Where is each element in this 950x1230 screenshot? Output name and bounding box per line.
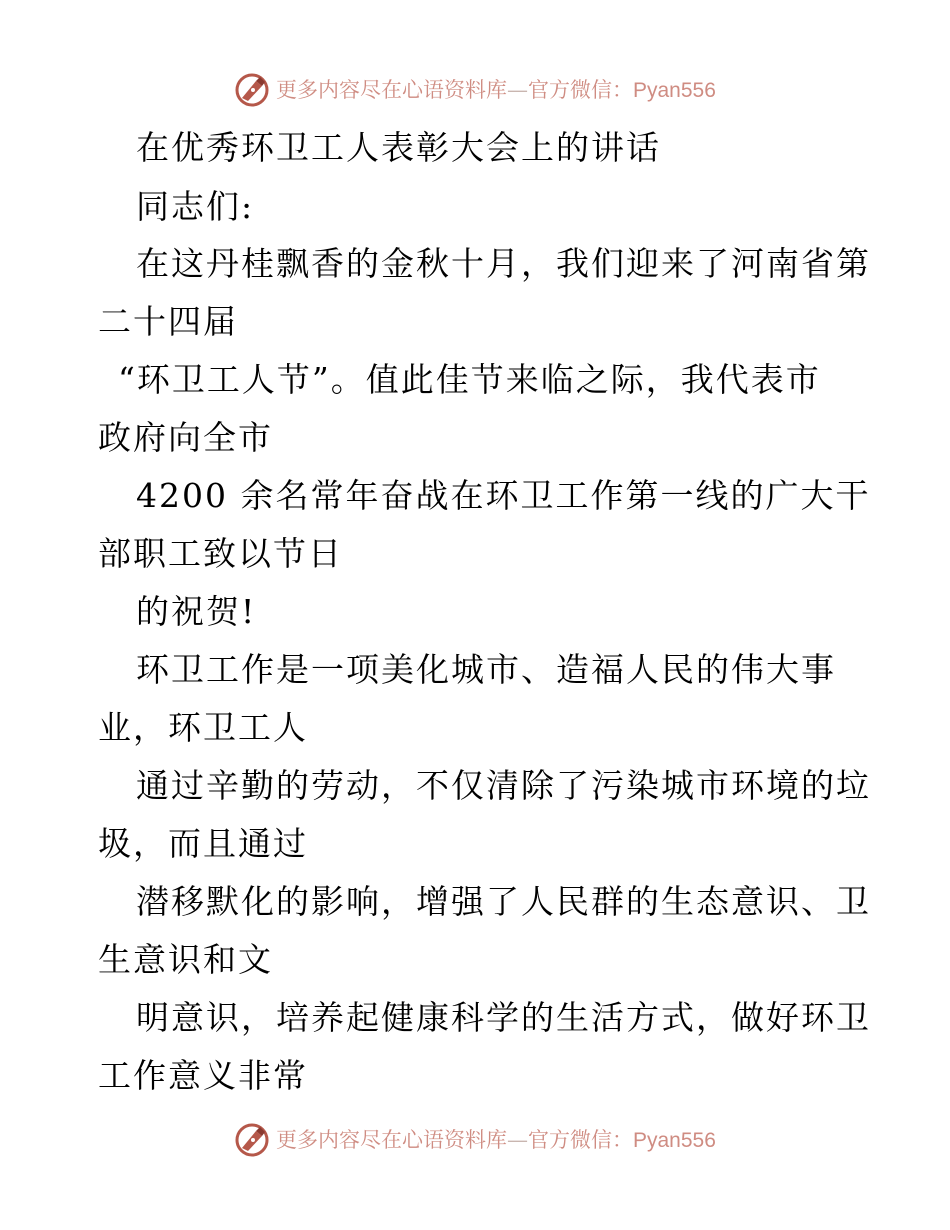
- pen-nib-circle-icon: [234, 72, 270, 108]
- watermark-text: [276, 1127, 716, 1154]
- body-line: 明意识，培养起健康科学的生活方式，做好环卫: [136, 998, 871, 1037]
- watermark-text: [276, 77, 716, 104]
- watermark-site-text: 更多内容尽在心语资料库: [276, 78, 507, 102]
- watermark-wechat-label: 官方微信：: [528, 1128, 633, 1152]
- body-line: 业，环卫工人: [98, 708, 308, 747]
- body-line: 通过辛勤的劳动，不仅清除了污染城市环境的垃: [136, 766, 871, 805]
- watermark-wechat-id: Pyan556: [633, 1129, 716, 1152]
- body-line: 环卫工作是一项美化城市、造福人民的伟大事: [136, 650, 836, 689]
- footer-watermark: [0, 1122, 950, 1158]
- body-line: 二十四届: [98, 302, 238, 341]
- pen-nib-circle-icon: [234, 1122, 270, 1158]
- body-line: 潜移默化的影响，增强了人民群的生态意识、卫: [136, 882, 871, 921]
- watermark-wechat-id: Pyan556: [633, 79, 716, 102]
- body-line: 部职工致以节日: [98, 534, 343, 573]
- body-line: 工作意义非常: [98, 1056, 308, 1095]
- watermark-separator: —: [507, 78, 528, 102]
- body-line: “环卫工人节”。值此佳节来临之际，我代表市: [118, 360, 821, 399]
- body-line: 生意识和文: [98, 940, 273, 979]
- salutation: 同志们:: [136, 187, 255, 226]
- body-line: 的祝贺!: [136, 592, 257, 631]
- body-line: 政府向全市: [98, 418, 273, 457]
- body-line: 4200 余名常年奋战在环卫工作第一线的广大干: [136, 476, 871, 515]
- body-line: 圾，而且通过: [98, 824, 308, 863]
- watermark-site-text: 更多内容尽在心语资料库: [276, 1128, 507, 1152]
- watermark-separator: —: [507, 1128, 528, 1152]
- body-line: 在这丹桂飘香的金秋十月，我们迎来了河南省第: [136, 244, 871, 283]
- document-title: 在优秀环卫工人表彰大会上的讲话: [136, 128, 661, 167]
- watermark-wechat-label: 官方微信：: [528, 78, 633, 102]
- header-watermark: [0, 72, 950, 108]
